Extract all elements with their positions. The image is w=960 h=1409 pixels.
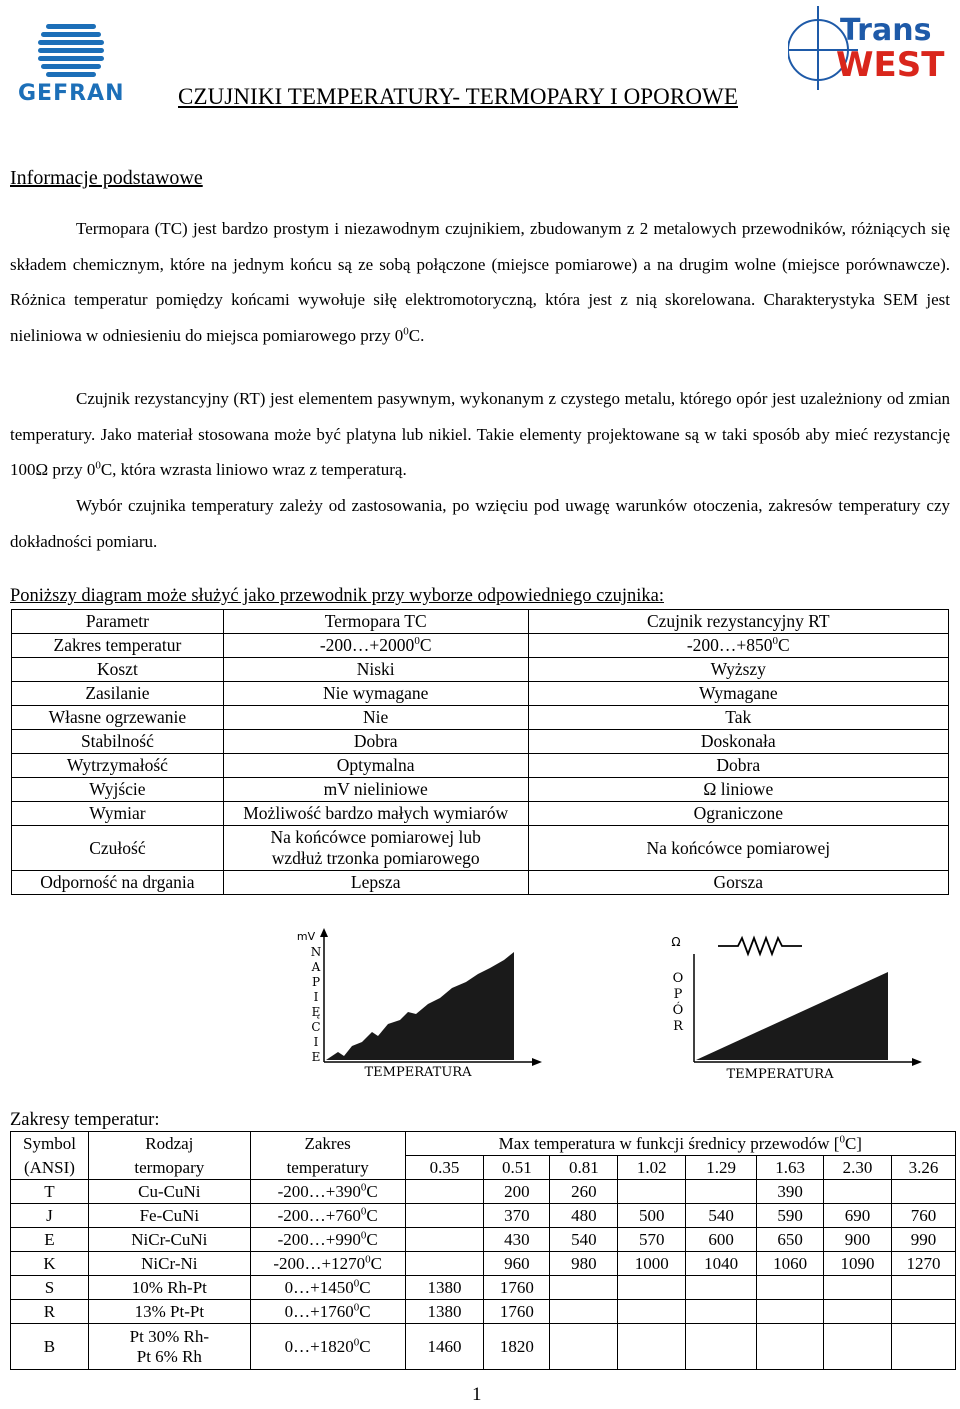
table-cell: J — [11, 1204, 89, 1228]
table-cell — [757, 1276, 824, 1300]
table-cell: 650 — [757, 1228, 824, 1252]
table-cell: NiCr-Ni — [88, 1252, 250, 1276]
table-cell: 10% Rh-Pt — [88, 1276, 250, 1300]
table-cell — [686, 1276, 757, 1300]
table-cell: Wyższy — [528, 658, 948, 682]
table-row — [11, 1324, 956, 1370]
table-cell: $-200\dots+850^0C$ — [528, 634, 948, 658]
table-cell: Wytrzymałość — [12, 754, 224, 778]
table-cell: 600 — [686, 1228, 757, 1252]
rtd-graph — [652, 930, 930, 1084]
header-cell: Parametr — [12, 610, 224, 634]
table-cell: Dobra — [223, 730, 528, 754]
table-cell: 1820 — [484, 1324, 550, 1370]
table-cell: 390 — [757, 1180, 824, 1204]
table-cell — [686, 1180, 757, 1204]
table-cell — [550, 1276, 618, 1300]
table-cell: Wyjście — [12, 778, 224, 802]
table-cell — [686, 1324, 757, 1370]
graph-x-label: TEMPERATURA — [726, 1067, 834, 1082]
table-cell: 1760 — [484, 1276, 550, 1300]
table-cell — [891, 1300, 955, 1324]
table-cell: mV nieliniowe — [223, 778, 528, 802]
graph-vertical-letter: I — [313, 1035, 319, 1049]
table-row — [12, 754, 949, 778]
table-row — [12, 610, 949, 634]
table-cell: 1270 — [891, 1252, 955, 1276]
diameter-cell: 1.02 — [618, 1156, 686, 1180]
table-row — [11, 1300, 956, 1324]
table-cell: 540 — [550, 1228, 618, 1252]
paragraph-thermocouple: Termopara (TC) jest bardzo prostym i niezawodnym czujnikiem, zbudowanym z 2 metalowych przewodników, różniących się składem chemicznym, które na jednym końcu są ze sobą połączone (miejsce pomiarowe) a na drugim wolne (miejsce porównawcze). Różnica temperatur pomiędzy końcami wywołuje siłę elektromotoryczną, która jest z nią skorelowana. Charakterystyka SEM jest nieliniowa w odniesieniu do miejsca pomiarowego przy $0^0C$. — [10, 219, 950, 345]
table-cell: Wymagane — [528, 682, 948, 706]
table-cell: 13% Pt-Pt — [88, 1300, 250, 1324]
table-cell: Na końcówce pomiarowej lub wzdłuż trzonka pomiarowego — [223, 826, 528, 871]
page-number: 1 — [472, 1384, 482, 1405]
header-cell: termopary — [88, 1156, 250, 1180]
table-cell: Fe-CuNi — [88, 1204, 250, 1228]
table-cell: Gorsza — [528, 871, 948, 895]
table-row — [12, 730, 949, 754]
table-cell: 1760 — [484, 1300, 550, 1324]
table-cell — [405, 1180, 484, 1204]
table-cell: Wymiar — [12, 802, 224, 826]
table-cell: Własne ogrzewanie — [12, 706, 224, 730]
table-cell: Optymalna — [223, 754, 528, 778]
table-cell: Koszt — [12, 658, 224, 682]
table-cell: $0\dots+1820^0C$ — [250, 1324, 405, 1370]
transwest-logo-west: WEST — [836, 45, 945, 85]
table-cell: K — [11, 1252, 89, 1276]
table-row — [12, 682, 949, 706]
table-cell: Nie — [223, 706, 528, 730]
header-cell: Rodzaj — [88, 1132, 250, 1156]
diameter-cell: 3.26 — [891, 1156, 955, 1180]
table-cell — [405, 1204, 484, 1228]
table-cell: 570 — [618, 1228, 686, 1252]
table-cell — [405, 1252, 484, 1276]
table-row — [12, 802, 949, 826]
table-cell: 1060 — [757, 1252, 824, 1276]
table-cell — [824, 1180, 892, 1204]
table-cell — [686, 1300, 757, 1324]
table-row — [12, 634, 949, 658]
header-cell: Termopara TC — [223, 610, 528, 634]
table-cell: 1000 — [618, 1252, 686, 1276]
table-cell: 200 — [484, 1180, 550, 1204]
table-cell: Stabilność — [12, 730, 224, 754]
diameter-cell: 1.29 — [686, 1156, 757, 1180]
table-cell: Zakres temperatur — [12, 634, 224, 658]
table-cell: 1040 — [686, 1252, 757, 1276]
table-cell — [891, 1180, 955, 1204]
table-cell: Czułość — [12, 826, 224, 871]
table-cell — [824, 1324, 892, 1370]
table-cell: T — [11, 1180, 89, 1204]
table-cell — [757, 1300, 824, 1324]
gefran-logo-text: GEFRAN — [18, 81, 125, 104]
graph-vertical-letter: A — [311, 960, 321, 974]
table-cell: $-200\dots+760^0C$ — [250, 1204, 405, 1228]
table-cell — [618, 1300, 686, 1324]
diameter-cell: 0.81 — [550, 1156, 618, 1180]
table-cell: Na końcówce pomiarowej — [528, 826, 948, 871]
graph-vertical-letter: I — [313, 990, 319, 1004]
table-cell: 260 — [550, 1180, 618, 1204]
table-cell: 430 — [484, 1228, 550, 1252]
table-cell: 760 — [891, 1204, 955, 1228]
table-cell: S — [11, 1276, 89, 1300]
table-cell: 1460 — [405, 1324, 484, 1370]
comparison-table — [11, 609, 949, 895]
table-row — [11, 1252, 956, 1276]
paragraph-selection: Wybór czujnika temperatury zależy od zastosowania, po wzięciu pod uwagę warunków otoczenia, zakresów temperatury czy dokładności pomiaru. — [10, 496, 950, 551]
graph-x-label: TEMPERATURA — [364, 1065, 472, 1080]
table-row — [11, 1276, 956, 1300]
graph-vertical-letter: P — [311, 975, 321, 989]
table-cell: 980 — [550, 1252, 618, 1276]
table-row — [12, 658, 949, 682]
table-cell: Ω liniowe — [528, 778, 948, 802]
diameter-cell: 1.63 — [757, 1156, 824, 1180]
table-row — [11, 1180, 956, 1204]
header-cell: temperatury — [250, 1156, 405, 1180]
table-cell: 540 — [686, 1204, 757, 1228]
table-cell: E — [11, 1228, 89, 1252]
graph-unit-label: Ω — [671, 935, 681, 949]
table-cell: Nie wymagane — [223, 682, 528, 706]
table-cell: 960 — [484, 1252, 550, 1276]
graph-vertical-letter: Ó — [672, 1003, 684, 1018]
table-cell — [824, 1276, 892, 1300]
table-cell: R — [11, 1300, 89, 1324]
table-cell: Pt 30% Rh- Pt 6% Rh — [88, 1324, 250, 1370]
table-cell: $-200\dots+2000^0C$ — [223, 634, 528, 658]
table-row — [12, 871, 949, 895]
graph-vertical-letter: R — [673, 1019, 683, 1034]
table-cell: NiCr-CuNi — [88, 1228, 250, 1252]
ranges-table — [10, 1131, 956, 1370]
table-cell: 1380 — [405, 1276, 484, 1300]
table-row — [12, 778, 949, 802]
document-title: CZUJNIKI TEMPERATURY- TERMOPARY I OPOROWE — [178, 84, 738, 109]
table-cell: 990 — [891, 1228, 955, 1252]
table-cell: 500 — [618, 1204, 686, 1228]
header-cell: Max temperatura w funkcji średnicy przewodów [$^0$C] — [405, 1132, 955, 1156]
graph-vertical-letter: N — [310, 945, 322, 959]
graph-vertical-letter: C — [311, 1020, 321, 1034]
table-cell — [891, 1276, 955, 1300]
table-cell: 900 — [824, 1228, 892, 1252]
table-cell — [405, 1228, 484, 1252]
transwest-logo — [788, 6, 952, 90]
table-row — [11, 1228, 956, 1252]
table-cell — [618, 1180, 686, 1204]
diameter-cell: 0.35 — [405, 1156, 484, 1180]
table-cell: Odporność na drgania — [12, 871, 224, 895]
table-cell: $-200\dots+990^0C$ — [250, 1228, 405, 1252]
table-cell — [550, 1300, 618, 1324]
table-cell: 590 — [757, 1204, 824, 1228]
header-cell: Zakres — [250, 1132, 405, 1156]
table-row — [12, 826, 949, 871]
table-cell: 1090 — [824, 1252, 892, 1276]
paragraph-rtd: Czujnik rezystancyjny (RT) jest elementem pasywnym, wykonanym z czystego metalu, którego opór jest uzależniony od zmian temperatury. Jako materiał stosowana może być platyna lub nikiel. Takie elementy projektowane są w taki sposób aby mieć rezystancję 100Ω przy $0^0C$, która wzrasta liniowo wraz z temperaturą. — [10, 389, 950, 480]
table-cell — [824, 1300, 892, 1324]
table-cell — [618, 1276, 686, 1300]
table-row — [11, 1132, 956, 1156]
table-row — [11, 1156, 956, 1180]
table-cell: $0\dots+1450^0C$ — [250, 1276, 405, 1300]
gefran-logo — [16, 18, 156, 104]
table-cell: $-200\dots+390^0C$ — [250, 1180, 405, 1204]
table-cell: Tak — [528, 706, 948, 730]
graph-vertical-letter: O — [672, 971, 684, 986]
graph-vertical-letter: P — [673, 987, 683, 1002]
graph-vertical-letter: E — [311, 1050, 321, 1064]
transwest-logo-trans: Trans — [840, 13, 932, 48]
table-cell — [618, 1324, 686, 1370]
section-heading: Informacje podstawowe — [10, 167, 203, 189]
table-cell — [891, 1324, 955, 1370]
header-cell: Czujnik rezystancyjny RT — [528, 610, 948, 634]
graph-vertical-letter: Ę — [311, 1005, 321, 1019]
ranges-heading: Zakresy temperatur: — [10, 1110, 160, 1130]
table-cell — [757, 1324, 824, 1370]
table-cell: 1380 — [405, 1300, 484, 1324]
table-row — [12, 706, 949, 730]
header-cell: (ANSI) — [11, 1156, 89, 1180]
table-row — [11, 1204, 956, 1228]
table-cell: Możliwość bardzo małych wymiarów — [223, 802, 528, 826]
diameter-cell: 0.51 — [484, 1156, 550, 1180]
table-cell: 370 — [484, 1204, 550, 1228]
table-cell: Lepsza — [223, 871, 528, 895]
table-cell: B — [11, 1324, 89, 1370]
table-cell: $-200\dots+1270^0C$ — [250, 1252, 405, 1276]
table-cell: Cu-CuNi — [88, 1180, 250, 1204]
table-cell: 480 — [550, 1204, 618, 1228]
thermocouple-graph — [276, 928, 548, 1082]
table-cell: Niski — [223, 658, 528, 682]
table-cell: Ograniczone — [528, 802, 948, 826]
table-cell — [550, 1324, 618, 1370]
graph-unit-label: mV — [296, 930, 316, 943]
header-cell: Symbol — [11, 1132, 89, 1156]
table-cell: Zasilanie — [12, 682, 224, 706]
comparison-intro: Poniższy diagram może służyć jako przewodnik przy wyborze odpowiedniego czujnika: — [10, 586, 664, 606]
table-cell: Doskonała — [528, 730, 948, 754]
diameter-cell: 2.30 — [824, 1156, 892, 1180]
table-cell: Dobra — [528, 754, 948, 778]
table-cell: 690 — [824, 1204, 892, 1228]
table-cell: $0\dots+1760^0C$ — [250, 1300, 405, 1324]
